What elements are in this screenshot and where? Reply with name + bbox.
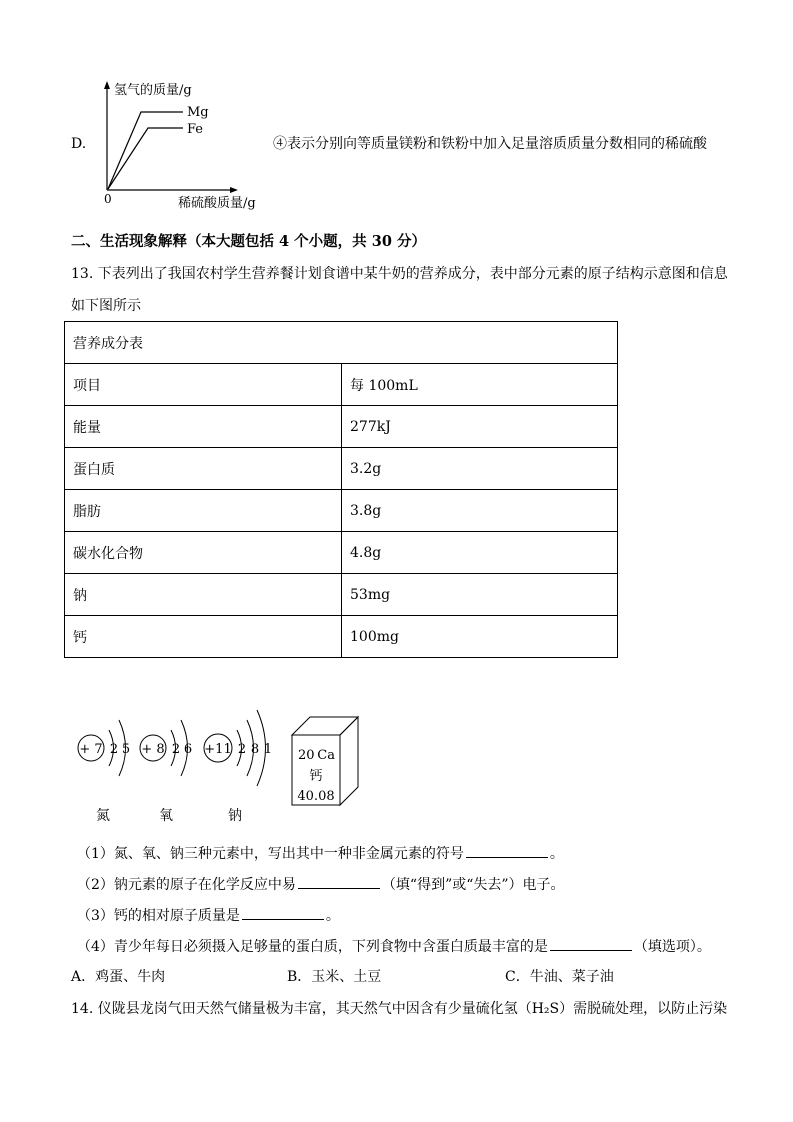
atom-oxygen	[140, 720, 192, 824]
mg-curve	[108, 112, 183, 189]
atom-structure-diagrams	[70, 700, 370, 830]
sub-question-4-end: （填选项）。	[633, 939, 711, 955]
table-cell-item: 能量	[65, 406, 342, 448]
element-card-calcium	[292, 717, 358, 805]
sub-question-2	[77, 874, 565, 895]
shell-count: 2	[109, 742, 119, 757]
fe-label: Fe	[187, 122, 204, 137]
fe-curve	[108, 128, 183, 189]
sub-question-2-end: （填“得到”或“失去”）电子。	[381, 877, 565, 893]
table-row	[65, 322, 618, 364]
option-a[interactable]: A．鸡蛋、牛肉	[71, 969, 166, 985]
element-symbol: Ca	[317, 748, 335, 763]
card-side-face	[340, 717, 358, 805]
table-cell-value: 100mg	[342, 616, 618, 658]
x-axis-label: 稀硫酸质量/g	[178, 196, 256, 211]
answer-blank[interactable]	[466, 843, 548, 858]
shell-count: 2	[171, 742, 181, 757]
sub-question-3	[77, 905, 340, 926]
table-cell-value: 4.8g	[342, 532, 618, 574]
nutrition-table	[64, 321, 618, 658]
table-cell-item: 碳水化合物	[65, 532, 342, 574]
y-axis-arrow	[104, 81, 110, 89]
x-axis-arrow	[230, 187, 238, 193]
answer-blank[interactable]	[298, 874, 380, 889]
table-cell-item: 脂肪	[65, 490, 342, 532]
q13-intro-line2: 如下图所示	[71, 298, 141, 314]
mg-label: Mg	[187, 105, 209, 120]
atomic-number: 20	[298, 748, 315, 763]
table-row	[65, 406, 618, 448]
shell-count: 8	[250, 742, 260, 757]
table-title: 营养成分表	[65, 322, 618, 364]
option-c[interactable]: C．牛油、菜子油	[505, 969, 614, 985]
atom-nitrogen	[78, 720, 130, 824]
element-name: 氧	[159, 808, 173, 824]
sub-question-1-text: （1）氮、氧、钠三种元素中，写出其中一种非金属元素的符号	[77, 846, 464, 862]
table-cell-item: 钙	[65, 616, 342, 658]
element-name: 氮	[96, 808, 110, 824]
table-cell-value: 每 100mL	[342, 364, 618, 406]
q14-text: 14. 仪陇县龙岗气田天然气储量极为丰富，其天然气中因含有少量硫化氢（H₂S）需脱硫处理，以防止污染	[71, 1001, 728, 1017]
table-row	[65, 574, 618, 616]
table-cell-value: 53mg	[342, 574, 618, 616]
sub-question-4-text: （4）青少年每日必须摄入足够量的蛋白质，下列食物中含蛋白质最丰富的是	[77, 939, 548, 955]
option-b[interactable]: B．玉米、土豆	[287, 969, 382, 985]
table-row	[65, 364, 618, 406]
y-axis-label: 氢气的质量/g	[114, 83, 192, 98]
table-row	[65, 616, 618, 658]
table-row	[65, 490, 618, 532]
table-cell-item: 钠	[65, 574, 342, 616]
q13-intro-line1: 13. 下表列出了我国农村学生营养餐计划食谱中某牛奶的营养成分，表中部分元素的原子结构示意图和信息	[71, 266, 728, 282]
answer-blank[interactable]	[550, 936, 632, 951]
shell-count: 6	[183, 742, 193, 757]
table-row	[65, 532, 618, 574]
option-d-description: ④表示分别向等质量镁粉和铁粉中加入足量溶质质量分数相同的稀硫酸	[273, 136, 707, 152]
section-heading: 二、生活现象解释（本大题包括 4 个小题，共 30 分）	[71, 233, 426, 250]
table-cell-value: 3.8g	[342, 490, 618, 532]
hydrogen-mass-graph	[95, 78, 280, 213]
sub-question-4	[77, 936, 711, 957]
table-cell-value: 277kJ	[342, 406, 618, 448]
sub-question-1-end: 。	[549, 846, 564, 862]
shell-count: 1	[263, 742, 273, 757]
table-row	[65, 448, 618, 490]
shell-count: 2	[237, 742, 247, 757]
element-name: 钠	[228, 808, 242, 824]
nucleus-charge: +11	[204, 742, 232, 757]
atom-sodium	[204, 710, 272, 824]
nucleus-charge: + 8	[141, 742, 165, 757]
sub-question-3-text: （3）钙的相对原子质量是	[77, 908, 240, 924]
table-cell-item: 项目	[65, 364, 342, 406]
nucleus-charge: + 7	[79, 742, 103, 757]
table-cell-value: 3.2g	[342, 448, 618, 490]
atomic-mass: 40.08	[297, 789, 335, 804]
sub-question-3-end: 。	[325, 908, 340, 924]
origin-label: 0	[104, 192, 112, 206]
shell-count: 5	[121, 742, 131, 757]
sub-question-1	[77, 843, 564, 864]
table-cell-item: 蛋白质	[65, 448, 342, 490]
option-letter: D.	[71, 136, 87, 152]
answer-blank[interactable]	[242, 905, 324, 920]
card-top-face	[292, 717, 358, 735]
sub-question-2-text: （2）钠元素的原子在化学反应中易	[77, 877, 296, 893]
element-card-name: 钙	[309, 769, 323, 784]
